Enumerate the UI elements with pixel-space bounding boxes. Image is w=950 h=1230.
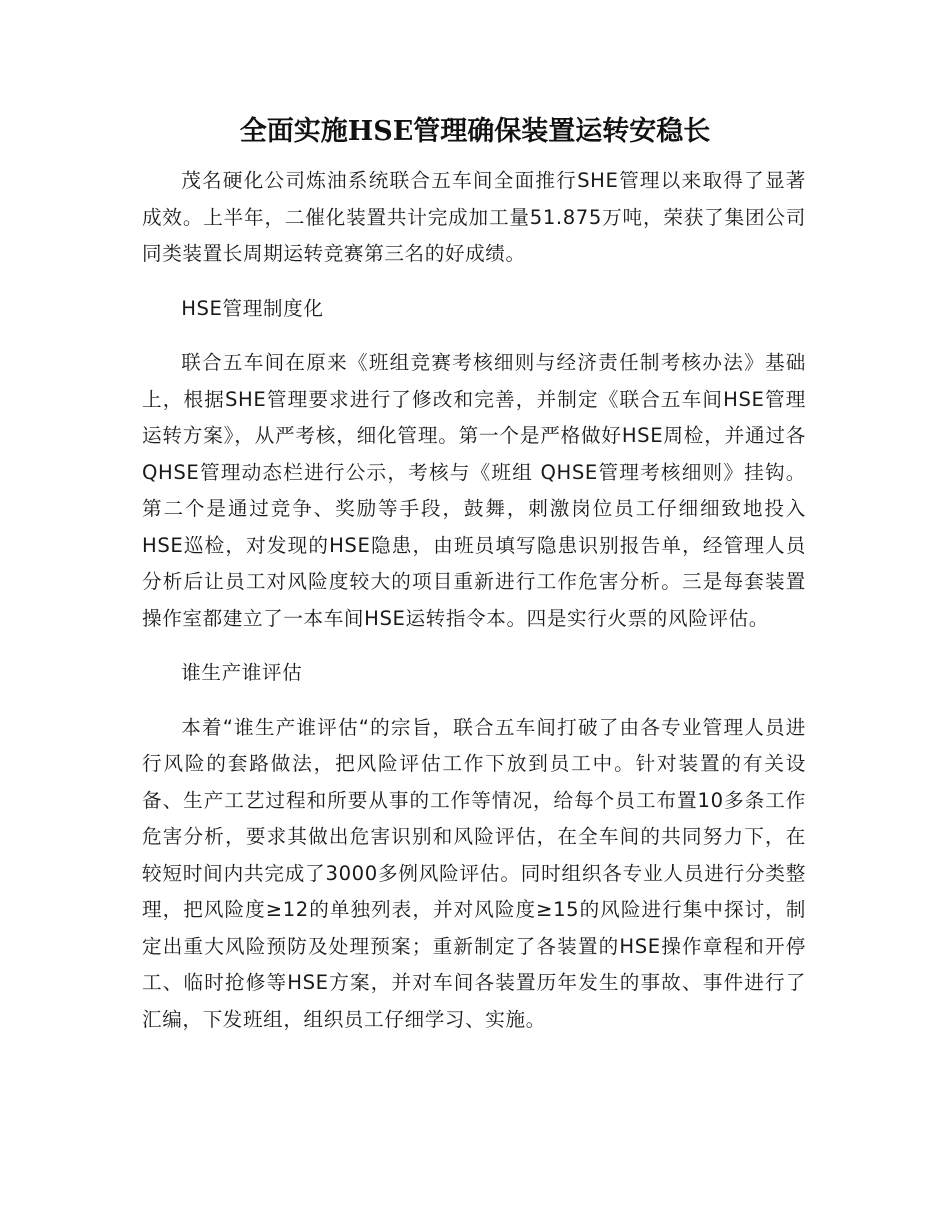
section-heading-hse-system: HSE管理制度化 (181, 296, 324, 320)
paragraph-intro: 茂名硬化公司炼油系统联合五车间全面推行SHE管理以来取得了显著成效。上半年，二催化装置共计完成加工量51.875万吨，荣获了集团公司同类装置长周期运转竞赛第三名的好成绩。 (142, 169, 806, 265)
document-title: 全面实施HSE管理确保装置运转安稳长 (239, 116, 711, 147)
paragraph-hse-system: 联合五车间在原来《班组竞赛考核细则与经济责任制考核办法》基础上，根据SHE管理要求进行了修改和完善，并制定《联合五车间HSE管理运转方案》，从严考核，细化管理。第一个是严格做好HSE周检，并通过各QHSE管理动态栏进行公示，考核与《班组 QHSE管理考核细则》挂钩。第二个是通过竞争、奖励等手段，鼓舞，刺激岗位员工仔细细致地投入HSE巡检，对发现的HSE隐患，由班员填写隐患识别报告单，经管理人员分析后让员工对风险度较大的项目重新进行工作危害分析。三是每套装置操作室都建立了一本车间HSE运转指令本。四是实行火票的风险评估。 (142, 351, 806, 630)
document-body (142, 163, 806, 1038)
section-heading-who-produces-evaluates: 谁生产谁评估 (181, 661, 303, 684)
paragraph-who-produces-evaluates: 本着“谁生产谁评估“的宗旨，联合五车间打破了由各专业管理人员进行风险的套路做法，把风险评估工作下放到员工中。针对装置的有关设备、生产工艺过程和所要从事的工作等情况，给每个员工布置10多条工作危害分析，要求其做出危害识别和风险评估，在全车间的共同努力下，在较短时间内共完成了3000多例风险评估。同时组织各专业人员进行分类整理，把风险度≥12的单独列表，并对风险度≥15的风险进行集中探讨，制定出重大风险预防及处理预案；重新制定了各装置的HSE操作章程和开停工、临时抢修等HSE方案，并对车间各装置历年发生的事故、事件进行了汇编，下发班组，组织员工仔细学习、实施。 (142, 715, 806, 1031)
